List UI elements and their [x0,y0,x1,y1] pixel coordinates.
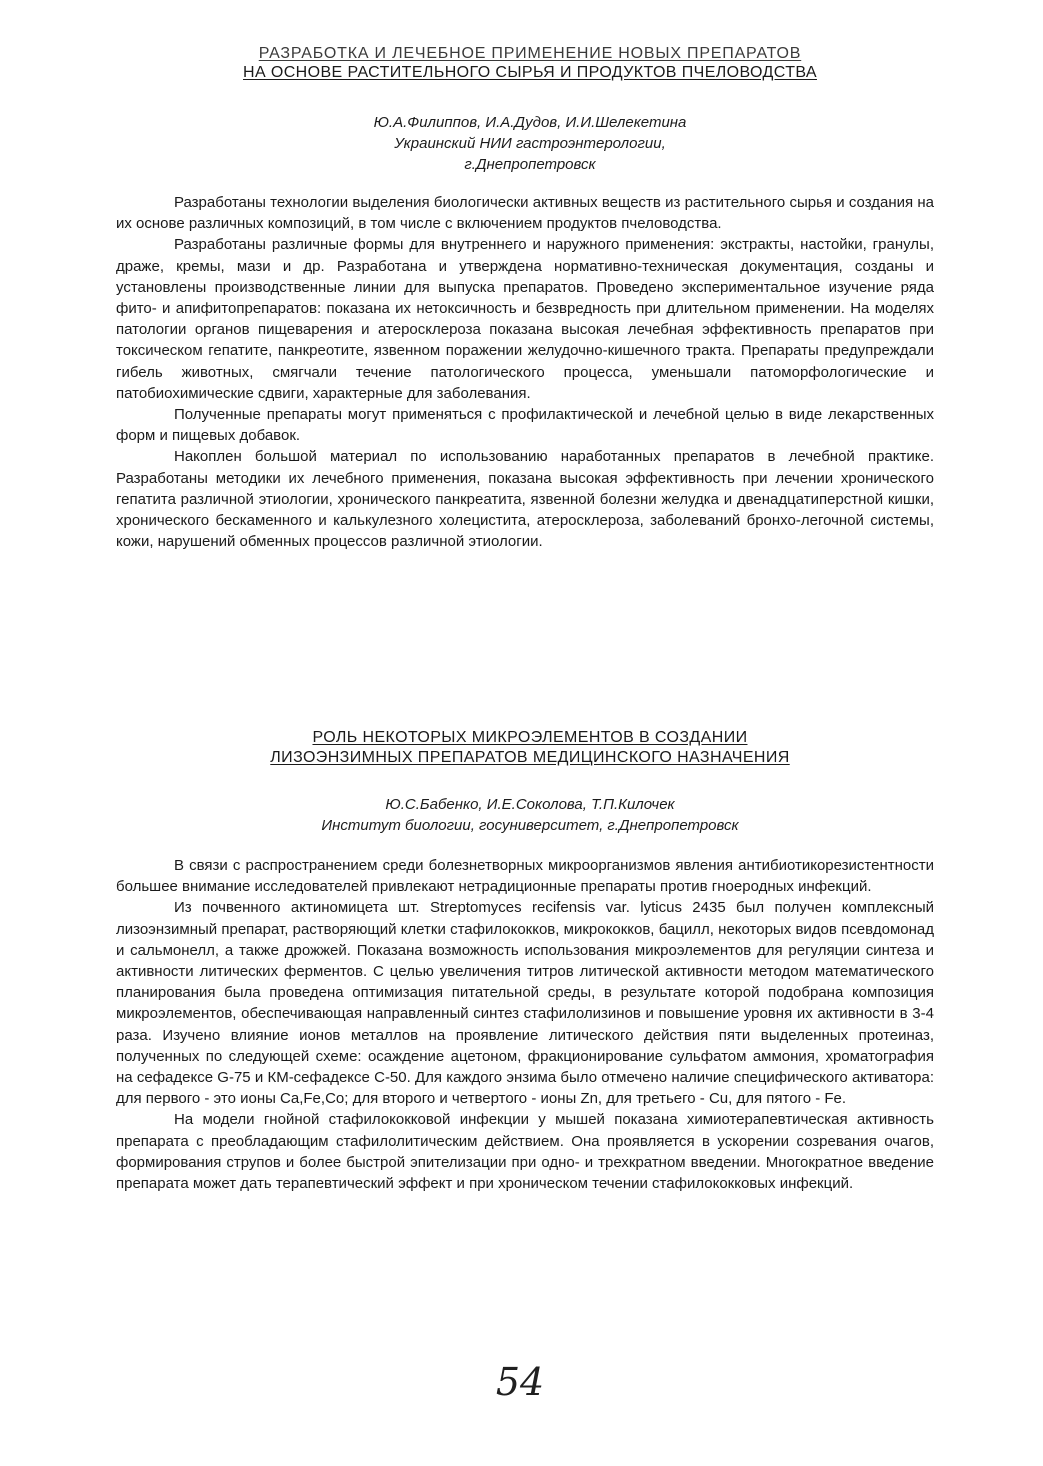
article1-byline [110,112,950,175]
article1-paragraph-2: Разработаны различные формы для внутреннего и наружного применения: экстракты, настойки, гранулы, драже, кремы, мази и др. Разработана и утверждена нормативно-техническая документация, созданы и установлены производственные линии для выпуска препаратов. Проведено экспериментальное изучение ряда фито- и апифитопрепаратов: показана их нетоксичность и безвредность при длительном применении. На моделях патологии органов пищеварения и атеросклероза показана высокая лечебная эффективность препаратов при токсическом гепатите, панкреотите, язвенном поражении желудочно-кишечного тракта. Препараты предупреждали гибель животных, смягчали течение патологического процесса, уменьшали патоморфологические и патобиохимические сдвиги, характерные для заболевания. [116,236,934,402]
article1-paragraph-3: Полученные препараты могут применяться с профилактической и лечебной целью в виде лекарственных форм и пищевых добавок. [116,406,934,445]
article2-byline [110,794,950,836]
article1-title-line2: НА ОСНОВЕ РАСТИТЕЛЬНОГО СЫРЬЯ И ПРОДУКТОВ ПЧЕЛОВОДСТВА [243,64,817,81]
article2-paragraph-1: В связи с распространением среди болезнетворных микроорганизмов явления антибиотикорезистентности большее внимание исследователей привлекают нетрадиционные препараты против гноеродных инфекций. [116,857,934,896]
article1-authors: Ю.А.Филиппов, И.А.Дудов, И.И.Шелекетина [373,114,687,131]
article2-authors: Ю.С.Бабенко, И.Е.Соколова, Т.П.Килочек [385,796,675,813]
article2-title-line1: РОЛЬ НЕКОТОРЫХ МИКРОЭЛЕМЕНТОВ В СОЗДАНИИ [312,729,748,746]
article1-paragraph-4: Накоплен большой материал по использованию наработанных препаратов в лечебной практике. Разработаны методики их лечебного применения, показана высокая эффективность при лечении хронического гепатита различной этиологии, хронического панкреатита, язвенной болезни желудка и двенадцатиперстной кишки, хронического бескаменного и калькулезного холецистита, атеросклероза, заболеваний бронхо-легочной системы, кожи, нарушений обменных процессов различной этиологии. [116,448,934,551]
article1-body [116,192,934,552]
article2-title-line2: ЛИЗОЭНЗИМНЫХ ПРЕПАРАТОВ МЕДИЦИНСКОГО НАЗНАЧЕНИЯ [270,749,790,766]
article2-body [116,855,934,1194]
page-number: 54 [495,1360,545,1404]
article2-paragraph-2: Из почвенного актиномицета шт. Streptomyces recifensis var. lyticus 2435 был получен комплексный лизоэнзимный препарат, растворяющий клетки стафилококков, микрококков, бацилл, некоторых видов псевдомонад и сальмонелл, а также дрожжей. Показана возможность использования микроэлементов для регуляции синтеза и активности литических ферментов. С целью увеличения титров литической активности методом математического планирования была проведена оптимизация питательной среды, в результате которой подобрана композиция микроэлементов, обеспечивающая направленный синтез стафилолизинов и повышение уровня их активности в 3-4 раза. Изучено влияние ионов металлов на проявление литического действия пяти выделенных протеиназ, полученных по следующей схеме: осаждение ацетоном, фракционирование сульфатом аммония, хроматография на сефадексе G-75 и КМ-сефадексе С-50. Для каждого энзима было отмечено наличие специфического активатора: для первого - это ионы Ca,Fe,Co; для второго и четвертого - ионы Zn, для третьего - Cu, для пятого - Fe. [116,899,934,1108]
article1-affiliation-line2: г.Днепропетровск [464,156,596,173]
article2-affiliation: Институт биологии, госуниверситет, г.Днепропетровск [321,817,739,834]
article1-affiliation-line1: Украинский НИИ гастроэнтерологии, [394,135,666,152]
article1-title-line1: РАЗРАБОТКА И ЛЕЧЕБНОЕ ПРИМЕНЕНИЕ НОВЫХ ПРЕПАРАТОВ [258,45,802,62]
article1-paragraph-1: Разработаны технологии выделения биологически активных веществ из растительного сырья и создания на их основе различных композиций, в том числе с включением продуктов пчеловодства. [116,194,934,233]
article2-paragraph-3: На модели гнойной стафилококковой инфекции у мышей показана химиотерапевтическая активность препарата с преобладающим стафилолитическим действием. Она проявляется в ускорении созревания очагов, формирования струпов и более быстрой эпителизации при одно- и трехкратном введении. Многократное введение препарата может дать терапевтический эффект и при хроническом течении стафилококковых инфекций. [116,1111,934,1193]
